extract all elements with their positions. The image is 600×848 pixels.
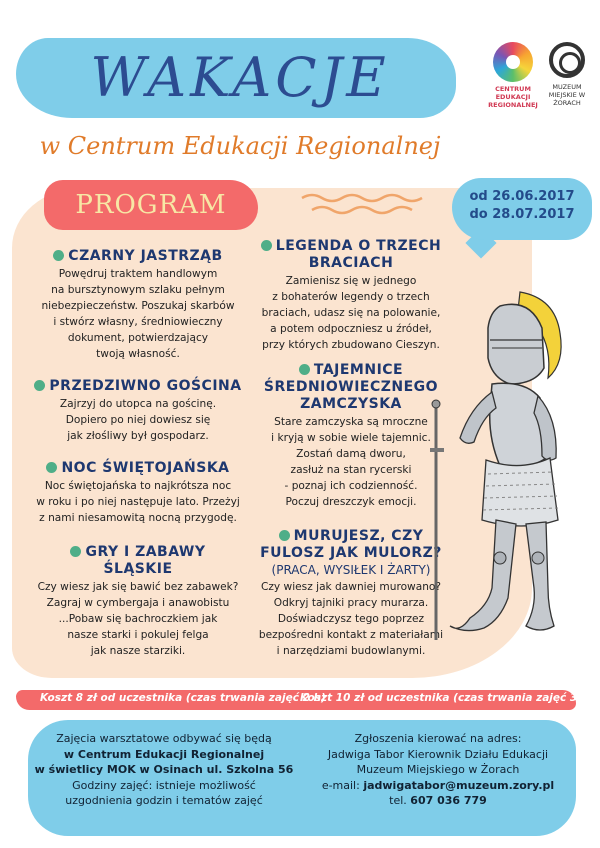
body-line: niebezpieczeństw. Poszukaj skarbów (41, 300, 235, 312)
section-body (26, 478, 250, 526)
section-title: NOC ŚWIĘTOJAŃSKA (61, 460, 230, 476)
cer-logo (488, 42, 538, 109)
body-line: Dopiero po niej dowiesz się (65, 414, 211, 426)
body-line: Odkryj tajniki pracy murarza. (273, 597, 429, 609)
contact-phone-line: tel. 607 036 779 (389, 794, 487, 807)
body-line: nasze starki i pokulej felga (67, 629, 209, 641)
page-title: WAKACJE (90, 46, 390, 109)
section-title: FULOSZ JAK MULORZ? (260, 545, 442, 561)
body-line: na bursztynowym szlaku pełnym (51, 284, 225, 296)
section-subtitle: (PRACA, WYSIŁEK I ŻARTY) (271, 563, 431, 577)
bullet-icon (261, 240, 272, 251)
contact-line: Jadwiga Tabor Kierownik Działu Edukacji (327, 747, 549, 761)
bullet-icon (53, 250, 64, 261)
section-title: TAJEMNICE (313, 362, 404, 378)
body-line: Zostań damą dworu, (296, 448, 406, 460)
section-tajemnice (246, 362, 456, 510)
contact-phone[interactable]: 607 036 779 (410, 794, 487, 807)
section-body (246, 273, 456, 353)
venue-line: uzgodnienia godzin i tematów zajęć (65, 794, 263, 807)
section-body (26, 396, 250, 444)
section-czarny-jastrzab (26, 248, 250, 362)
body-line: ...Pobaw się bachroczkiem jak (58, 613, 218, 625)
contact-line: Muzeum Miejskiego w Żorach (356, 763, 520, 776)
contact-email[interactable]: jadwigatabor@muzeum.zory.pl (363, 778, 555, 792)
section-gry-i-zabawy (26, 544, 250, 659)
body-line: Powędruj traktem handlowym (58, 268, 218, 280)
contact-line: Zgłoszenia kierować na adres: (354, 732, 522, 745)
body-line: i stwórz własny, średniowieczny (53, 316, 223, 328)
museum-logo-text: MUZEUM MIEJSKIE W ŻORACH (548, 83, 586, 107)
section-przedziwno-goscina (26, 378, 250, 444)
body-line: Czy wiesz jak się bawić bez zabawek? (37, 581, 239, 593)
body-line: przy których zbudowano Cieszyn. (262, 339, 440, 351)
program-dates (452, 188, 592, 224)
cer-logo-text: CENTRUM EDUKACJI REGIONALNEJ (488, 85, 538, 109)
section-legenda (246, 238, 456, 353)
bullet-icon (34, 380, 45, 391)
bullet-icon (70, 546, 81, 557)
section-title: PRZEDZIWNO GOŚCINA (49, 378, 242, 394)
contact-info (300, 731, 576, 809)
cost-short: Koszt 8 zł od uczestnika (czas trwania zajęć 2 h) (40, 692, 326, 704)
venue-line: w świetlicy MOK w Osinach ul. Szkolna 56 (34, 763, 294, 776)
section-title: LEGENDA O TRZECH (275, 238, 442, 254)
venue-line: Godziny zajęć: istnieje możliwość (72, 778, 256, 792)
venue-line: w Centrum Edukacji Regionalnej (63, 747, 265, 761)
section-body (26, 579, 250, 659)
body-line: Poczuj dreszczyk emocji. (285, 496, 417, 508)
body-line: Zamienisz się w jednego (285, 275, 417, 287)
body-line: Doświadczysz tego poprzez (277, 613, 425, 625)
section-title: MURUJESZ, CZY (293, 528, 424, 544)
body-line: zasłuż na stan rycerski (290, 464, 412, 476)
knight-illustration-icon (430, 288, 580, 648)
body-line: - poznaj ich codzienność. (284, 480, 418, 492)
section-title: BRACIACH (308, 255, 394, 271)
section-title: GRY I ZABAWY (85, 544, 206, 560)
section-murujesz (246, 528, 456, 659)
body-line: z bohaterów legendy o trzech (272, 291, 430, 303)
section-title: CZARNY JASTRZĄB (68, 248, 223, 264)
body-line: Zagraj w cymbergaja i anawobistu (46, 597, 230, 609)
date-to: do 28.07.2017 (469, 207, 575, 222)
section-title: ŚREDNIOWIECZNEGO (263, 379, 439, 395)
page-subtitle: w Centrum Edukacji Regionalnej (39, 132, 441, 160)
section-title: ZAMCZYSKA (300, 396, 402, 412)
body-line: Stare zamczyska są mroczne (274, 416, 428, 428)
body-line: Zajrzyj do utopca na gościnę. (59, 398, 217, 410)
section-noc-swietojanska (26, 460, 250, 526)
body-line: z nami niesamowitą nocną przygodę. (39, 512, 237, 524)
body-line: braciach, udasz się na polowanie, (261, 307, 441, 319)
program-label: PROGRAM (75, 190, 227, 220)
section-body (246, 579, 456, 659)
section-body (26, 266, 250, 362)
body-line: dokument, potwierdzający (67, 332, 209, 344)
museum-logo (542, 42, 592, 107)
bullet-icon (299, 364, 310, 375)
date-from: od 26.06.2017 (469, 189, 575, 204)
body-line: bezpośredni kontakt z materiałami (258, 629, 444, 641)
venue-line: Zajęcia warsztatowe odbywać się będą (56, 732, 272, 745)
contact-email-line: e-mail: jadwigatabor@muzeum.zory.pl (321, 778, 555, 792)
section-title: ŚLĄSKIE (103, 561, 173, 577)
flower-logo-icon (493, 42, 533, 82)
body-line: jak złośliwy był gospodarz. (67, 430, 209, 442)
section-body (246, 414, 456, 510)
museum-logo-icon (549, 42, 585, 78)
body-line: Czy wiesz jak dawniej murowano? (260, 581, 442, 593)
body-line: w roku i po niej następuje lato. Przeżyj (36, 496, 240, 508)
bullet-icon (46, 462, 57, 473)
body-line: twoją własność. (96, 348, 180, 360)
body-line: a potem odpoczniesz u źródeł, (270, 323, 432, 335)
venue-info (28, 731, 300, 809)
wave-decoration-icon (300, 190, 430, 220)
body-line: i narzędziami budowlanymi. (276, 645, 426, 657)
body-line: i kryją w sobie wiele tajemnic. (271, 432, 431, 444)
body-line: Noc świętojańska to najkrótsza noc (44, 480, 232, 492)
body-line: jak nasze starziki. (90, 645, 186, 657)
cost-long: Koszt 10 zł od uczestnika (czas trwania zajęć 3 h) (300, 692, 594, 704)
bullet-icon (279, 530, 290, 541)
